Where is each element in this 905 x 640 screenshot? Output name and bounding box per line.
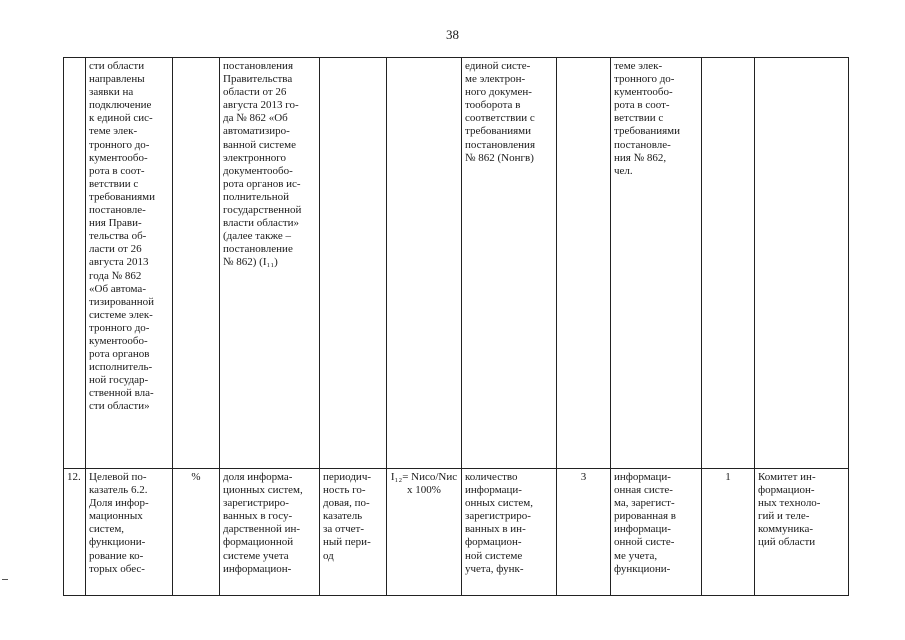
row-number-cell [64, 58, 86, 469]
definition-cell: постановления Правительства области от 26 августа 2013 го- да № 862 «Об автоматизиро- ванной системе электронного документообо- рота органов ис- полнительной государственной власти области» (далее также – постановление № 862) (I₁₁) [220, 58, 320, 469]
indicator-name-cell: сти области направлены заявки на подключение к единой сис- теме элек- тронного до- кументообо- рота в соот- ветствии с требованиями постановле- ния Прави- тельства об- ласти от 26 августа 2013 года № 862 «Об автома- тизированной системе элек- тронного до- кументообо- рота органов исполнитель- ной государ- ственной вла- сти области» [86, 58, 173, 469]
indicator-name-cell: Целевой по- казатель 6.2. Доля инфор- мационных систем, функциони- рование ко- торых обес- [86, 469, 173, 596]
table-row [64, 58, 849, 469]
unit-cell [173, 58, 220, 469]
collection-method-cell: 3 [557, 469, 611, 596]
indicator-table [63, 57, 849, 596]
unit-cell: % [173, 469, 220, 596]
periodicity-cell: периодич- ность го- довая, по- казатель за отчет- ный пери- од [320, 469, 387, 596]
basic-indicator-cell: единой систе- ме электрон- ного докумен- тооборота в соответствии с требованиями постановления № 862 (Nонгв) [462, 58, 557, 469]
margin-mark [2, 579, 8, 580]
formula-cell [387, 58, 462, 469]
formula-cell: I₁₂= Nисо/Nис x 100% [387, 469, 462, 596]
periodicity-cell [320, 58, 387, 469]
table-row [64, 469, 849, 596]
row-number-cell: 12. [64, 469, 86, 596]
definition-cell: доля информа- ционных систем, зарегистриро- ванных в госу- дарственной ин- формационной системе учета информацион- [220, 469, 320, 596]
collection-method-cell [557, 58, 611, 469]
observation-object-cell: информаци- онная систе- ма, зарегист- рированная в информаци- онной систе- ме учета, функциони- [611, 469, 702, 596]
responsible-cell: Комитет ин- формацион- ных техноло- гий и теле- коммуника- ций области [755, 469, 849, 596]
coverage-cell [702, 58, 755, 469]
coverage-cell: 1 [702, 469, 755, 596]
page-number: 38 [446, 27, 459, 42]
basic-indicator-cell: количество информаци- онных систем, зарегистриро- ванных в ин- формацион- ной системе учета, функ- [462, 469, 557, 596]
responsible-cell [755, 58, 849, 469]
observation-object-cell: теме элек- тронного до- кументообо- рота в соот- ветствии с требованиями постановле- ния № 862, чел. [611, 58, 702, 469]
